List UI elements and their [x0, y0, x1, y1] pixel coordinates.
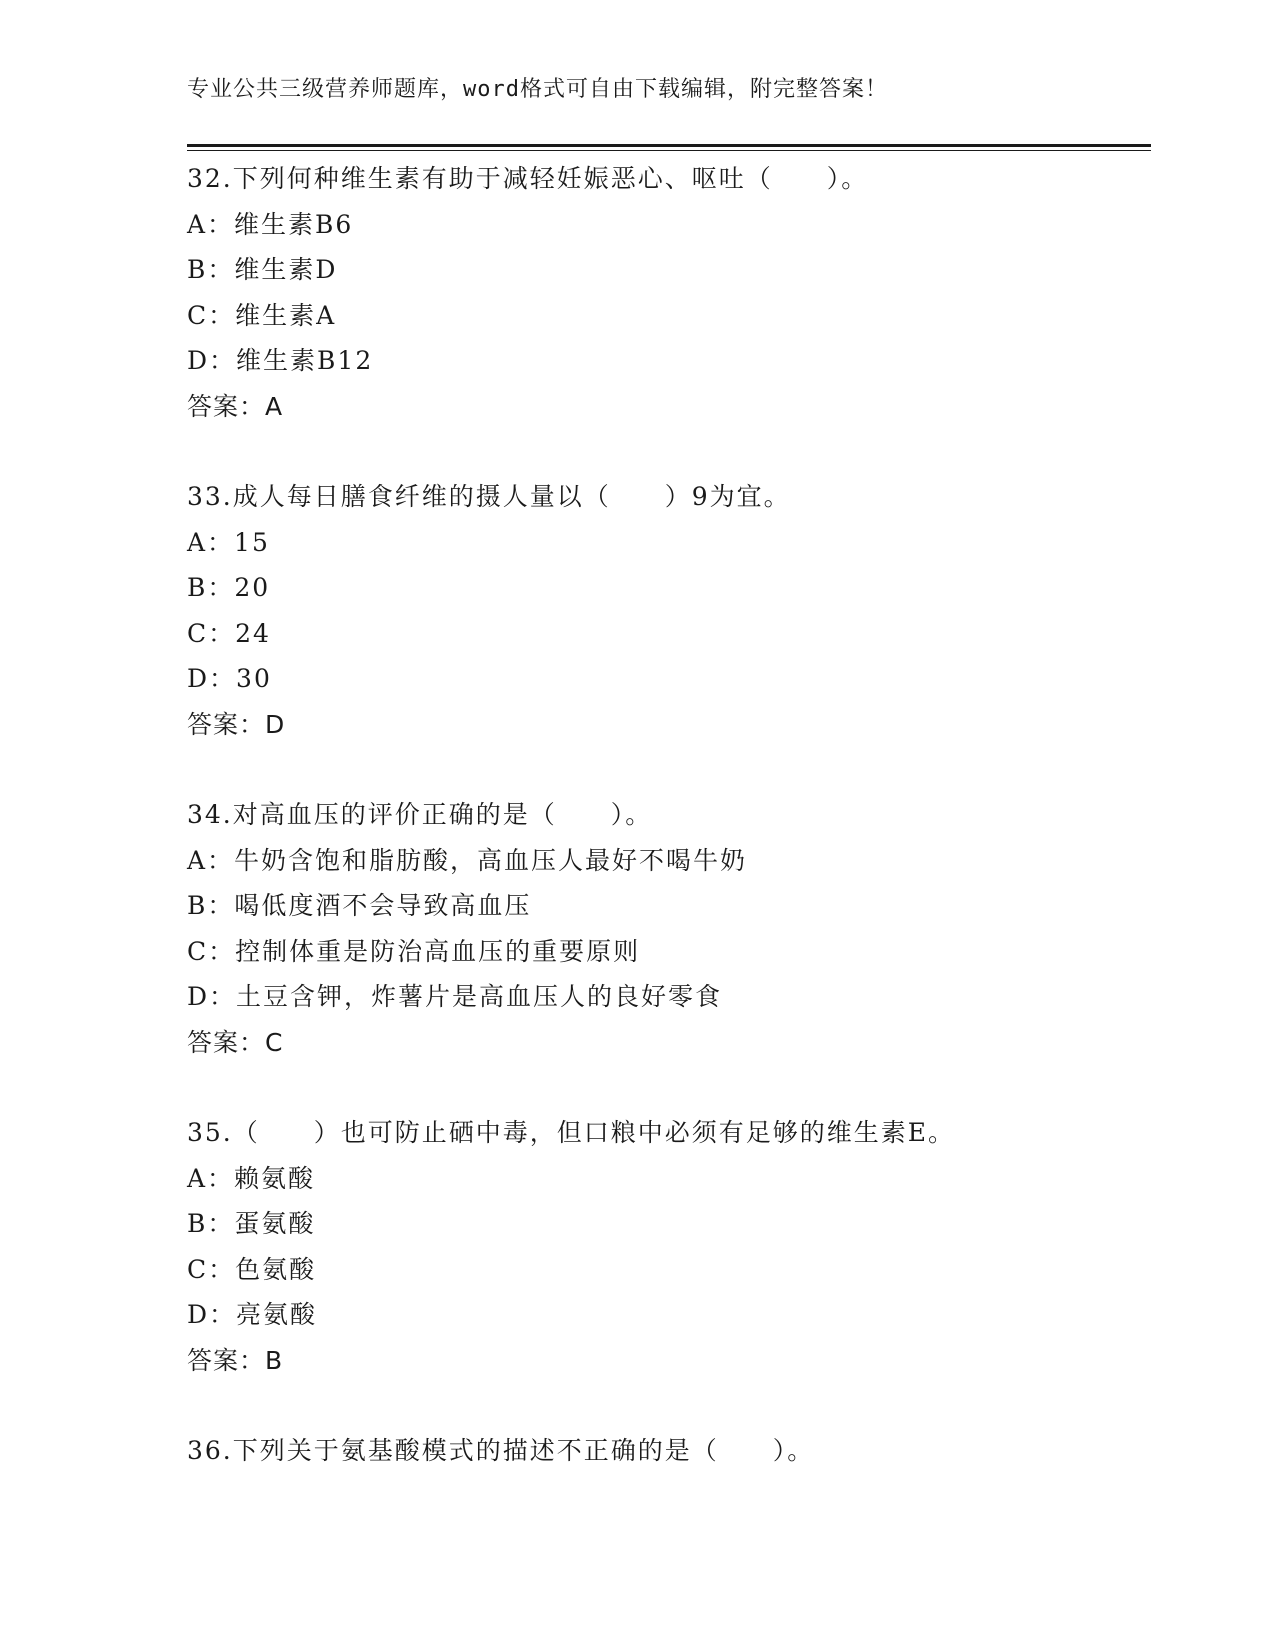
- option-c: C：控制体重是防治高血压的重要原则: [187, 936, 641, 966]
- answer: 答案：A: [187, 391, 284, 421]
- question-stem: 32.下列何种维生素有助于减轻妊娠恶心、呕吐（ ）。: [187, 164, 869, 193]
- answer: 答案：D: [187, 709, 286, 739]
- question-stem: 35.（ ）也可防止硒中毒，但口粮中必须有足够的维生素E。: [187, 1118, 956, 1147]
- question-stem: 34.对高血压的评价正确的是（ ）。: [187, 800, 653, 829]
- option-c: C：色氨酸: [187, 1254, 317, 1284]
- option-d: D：亮氨酸: [187, 1300, 318, 1329]
- option-a: A：15: [187, 527, 270, 557]
- option-c: C：维生素A: [187, 300, 337, 330]
- option-a: A：赖氨酸: [187, 1163, 316, 1193]
- option-c: C：24: [187, 618, 271, 648]
- question-34: [187, 792, 1151, 1065]
- answer: 答案：B: [187, 1345, 284, 1375]
- page-header: 专业公共三级营养师题库，word格式可自由下载编辑，附完整答案！: [187, 77, 888, 102]
- option-b: B：蛋氨酸: [187, 1209, 316, 1238]
- answer: 答案：C: [187, 1027, 284, 1057]
- question-list: [187, 156, 1151, 1519]
- option-d: D：土豆含钾，炸薯片是高血压人的良好零食: [187, 982, 723, 1011]
- question-35: [187, 1110, 1151, 1383]
- header-rule-thick: [187, 144, 1151, 147]
- option-b: B：喝低度酒不会导致高血压: [187, 891, 532, 920]
- option-a: A：牛奶含饱和脂肪酸，高血压人最好不喝牛奶: [187, 845, 748, 875]
- option-b: B：20: [187, 573, 271, 602]
- question-stem: 33.成人每日膳食纤维的摄人量以（ ）9为宜。: [187, 482, 791, 511]
- option-b: B：维生素D: [187, 255, 338, 284]
- question-36: [187, 1428, 1151, 1474]
- question-32: [187, 156, 1151, 429]
- question-33: [187, 474, 1151, 747]
- header-rule-thin: [187, 150, 1151, 151]
- option-a: A：维生素B6: [187, 209, 354, 239]
- question-stem: 36.下列关于氨基酸模式的描述不正确的是（ ）。: [187, 1436, 815, 1465]
- option-d: D：30: [187, 664, 272, 693]
- option-d: D：维生素B12: [187, 346, 374, 375]
